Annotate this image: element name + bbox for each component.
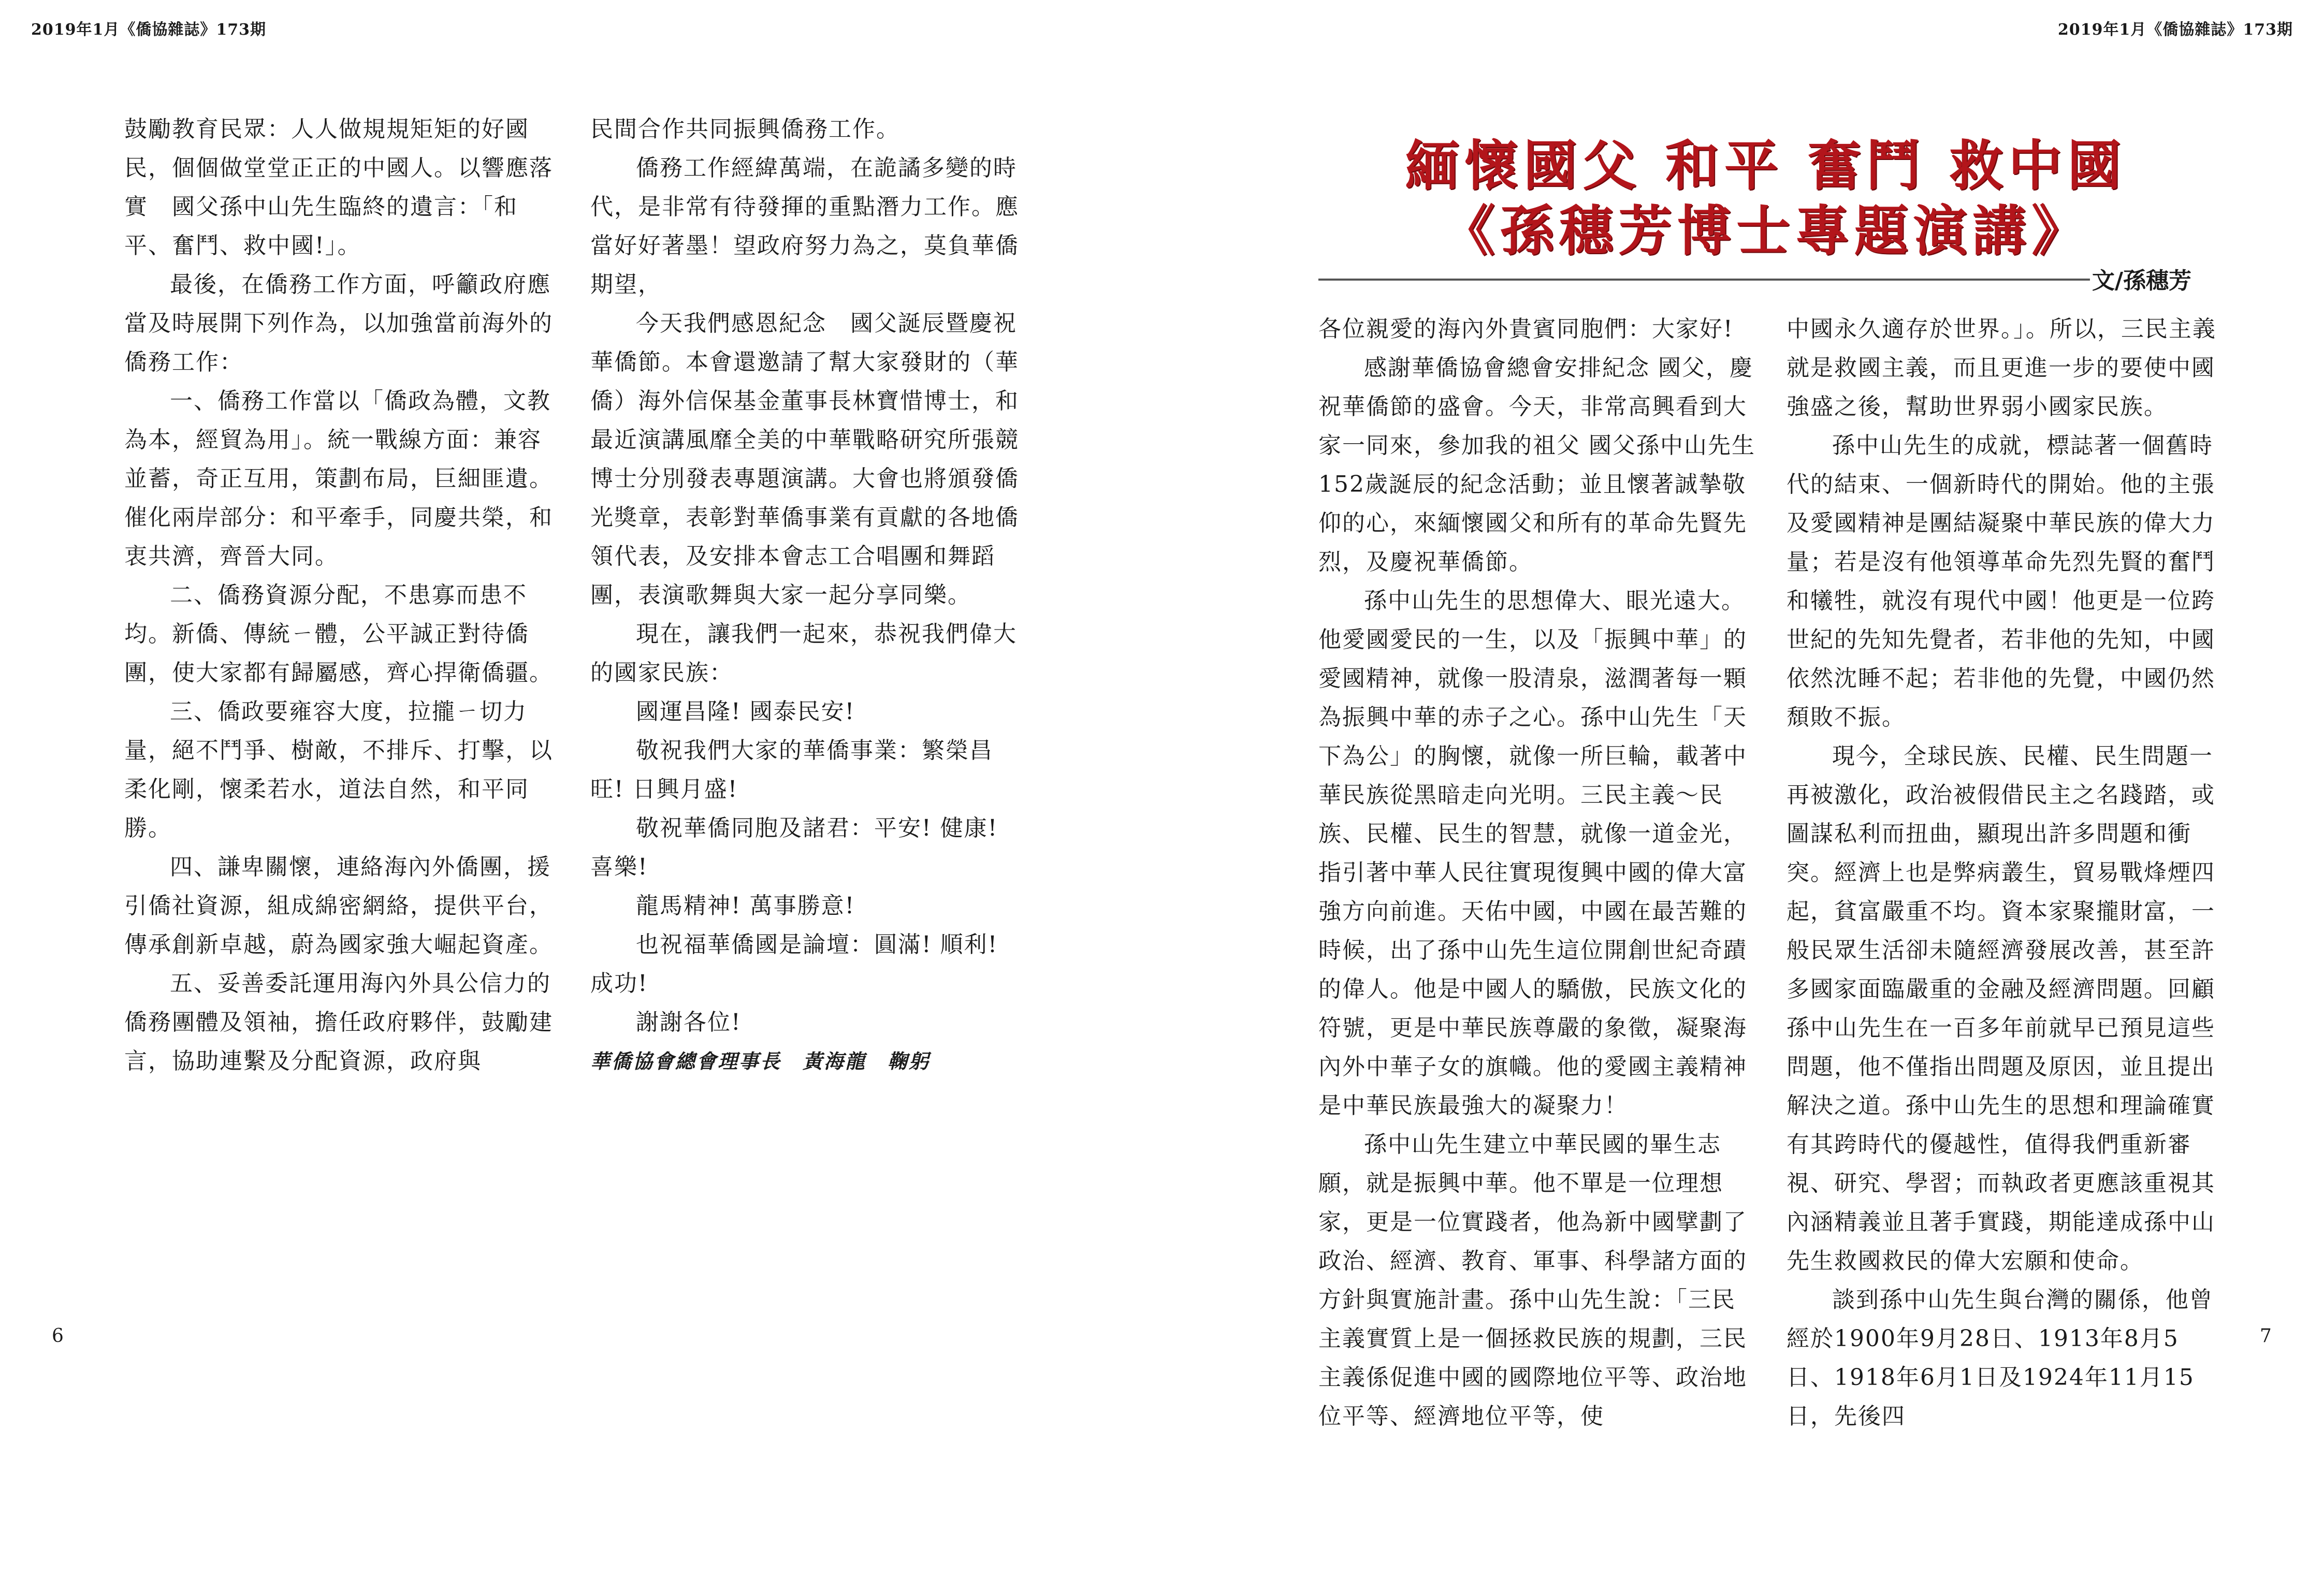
paragraph: 談到孫中山先生與台灣的關係，他曾經於1900年9月28日、1913年8月5日、1918年6月1日及1924年11月15日，先後四: [1786, 1287, 2213, 1429]
paragraph: 現在，讓我們一起來，恭祝我們偉大的國家民族：: [590, 621, 1017, 686]
article-subtitle: 《孫穗芳博士專題演講》: [1441, 199, 2090, 262]
paragraph: 四、謙卑關懷，連絡海內外僑團，援引僑社資源，組成綿密網絡，提供平台，傳承創新卓越，蔚為國家強大崛起資產。: [124, 854, 553, 958]
paragraph: 敬祝我們大家的華僑事業：繁榮昌旺! 日興月盛!: [590, 737, 993, 803]
paragraph: 一、僑務工作當以「僑政為體，文教為本，經貿為用」。統一戰線方面：兼容並蓄，奇正互用，策劃布局，巨細匪遺。催化兩岸部分：和平牽手，同慶共榮，和衷共濟，齊晉大同。: [124, 388, 553, 570]
paragraph: 今天我們感恩紀念 國父誕辰暨慶祝華僑節。本會還邀請了幫大家發財的（華僑）海外信保基金董事長林寶惜博士，和最近演講風靡全美的中華戰略研究所張競博士分別發表專題演講。大會也將頒發僑光獎章，表彰對華僑事業有貢獻的各地僑領代表，及安排本會志工合唱團和舞蹈團，表演歌舞與大家一起分享同樂。: [590, 310, 1019, 608]
paragraph: 民間合作共同振興僑務工作。: [590, 116, 900, 142]
running-header-left: 2019年1月《僑協雜誌》173期: [31, 21, 266, 39]
paragraph: 僑務工作經緯萬端，在詭譎多變的時代，是非常有待發揮的重點潛力工作。應當好好著墨！望政府努力為之，莫負華僑期望，: [590, 155, 1019, 298]
paragraph: 鼓勵教育民眾：人人做規規矩矩的好國民，個個做堂堂正正的中國人。以響應落實 國父孫中山先生臨終的遺言：「和平、奮鬥、救中國!」。: [124, 116, 553, 259]
paragraph: 孫中山先生建立中華民國的畢生志願，就是振興中華。他不單是一位理想家，更是一位實踐者，他為新中國擘劃了政治、經濟、教育、軍事、科學諸方面的方針與實施計畫。孫中山先生說：「三民主義實質上是一個拯救民族的規劃，三民主義係促進中國的國際地位平等、政治地位平等、經濟地位平等，使: [1318, 1131, 1747, 1429]
paragraph: 最後，在僑務工作方面，呼籲政府應當及時展開下列作為，以加強當前海外的僑務工作：: [124, 271, 553, 375]
left-page-column-2: [590, 110, 1025, 1081]
right-page-column-1: [1318, 310, 1759, 1436]
paragraph: 二、僑務資源分配，不患寡而患不均。新僑、傳統ㄧ體，公平誠正對待僑團，使大家都有歸屬感，齊心捍衛僑疆。: [124, 582, 553, 686]
paragraph: 現今，全球民族、民權、民生問題一再被激化，政治被假借民主之名踐踏，或圖謀私利而扭曲，顯現出許多問題和衝突。經濟上也是弊病叢生，貿易戰烽煙四起，貧富嚴重不均。資本家聚攏財富，一般民眾生活卻未隨經濟發展改善，甚至許多國家面臨嚴重的金融及經濟問題。回顧孫中山先生在一百多年前就早已預見這些問題，他不僅指出問題及原因，並且提出解決之道。孫中山先生的思想和理論確實有其跨時代的優越性，值得我們重新審視、研究、學習；而執政者更應該重視其內涵精義並且著手實踐，期能達成孫中山先生救國救民的偉大宏願和使命。: [1786, 743, 2215, 1274]
paragraph: 三、僑政要雍容大度，拉攏ㄧ切力量，絕不鬥爭、樹敵，不排斥、打擊，以柔化剛，懷柔若水，道法自然，和平同勝。: [124, 698, 553, 841]
left-page-column-1: [124, 110, 554, 1081]
paragraph: 也祝福華僑國是論壇：圓滿! 順利! 成功!: [590, 931, 998, 997]
article-title: 緬懷國父 和平 奮鬥 救中國: [1405, 134, 2127, 197]
paragraph: 敬祝華僑同胞及諸君：平安! 健康! 喜樂!: [590, 815, 998, 880]
page-number-left: 6: [52, 1325, 64, 1347]
paragraph: 各位親愛的海內外貴賓同胞們：大家好!: [1318, 316, 1734, 342]
paragraph: 五、妥善委託運用海內外具公信力的僑務團體及領袖，擔任政府夥伴，鼓勵建言，協助連繫及分配資源，政府與: [124, 970, 553, 1074]
right-page-column-2: [1786, 310, 2216, 1436]
title-rule: [1318, 279, 2090, 281]
paragraph: 國運昌隆! 國泰民安!: [636, 698, 855, 725]
paragraph: 感謝華僑協會總會安排紀念 國父，慶祝華僑節的盛會。今天，非常高興看到大家一同來，參加我的祖父 國父孫中山先生152歲誕辰的紀念活動；並且懷著誠摯敬仰的心，來緬懷國父和所有的革命先賢先烈，及慶祝華僑節。: [1318, 355, 1755, 575]
paragraph: 謝謝各位!: [636, 1009, 742, 1035]
paragraph: 孫中山先生的成就，標誌著一個舊時代的結束、一個新時代的開始。他的主張及愛國精神是團結凝聚中華民族的偉大力量；若是沒有他領導革命先烈先賢的奮鬥和犧牲，就沒有現代中國！他更是一位跨世紀的先知先覺者，若非他的先知，中國依然沈睡不起；若非他的先覺，中國仍然頹敗不振。: [1786, 432, 2215, 731]
byline: 文/孫穗芳: [2092, 268, 2192, 294]
running-header-right: 2019年1月《僑協雜誌》173期: [2058, 21, 2293, 39]
paragraph: 孫中山先生的思想偉大、眼光遠大。他愛國愛民的一生，以及「振興中華」的愛國精神，就像一股清泉，滋潤著每一顆為振興中華的赤子之心。孫中山先生「天下為公」的胸懷，就像一所巨輪，載著中華民族從黑暗走向光明。三民主義～民族、民權、民生的智慧，就像一道金光，指引著中華人民往實現復興中國的偉大富強方向前進。天佑中國，中國在最苦難的時候，出了孫中山先生這位開創世紀奇蹟的偉人。他是中國人的驕傲，民族文化的符號，更是中華民族尊嚴的象徵，凝聚海內外中華子女的旗幟。他的愛國主義精神是中華民族最強大的凝聚力！: [1318, 588, 1747, 1119]
paragraph: 中國永久適存於世界。」。所以，三民主義就是救國主義，而且更進一步的要使中國強盛之後，幫助世界弱小國家民族。: [1786, 316, 2216, 420]
page-number-right: 7: [2260, 1325, 2272, 1347]
paragraph: 龍馬精神! 萬事勝意!: [636, 893, 855, 919]
signature-line: 華僑協會總會理事長 黃海龍 鞠躬: [590, 1049, 931, 1073]
